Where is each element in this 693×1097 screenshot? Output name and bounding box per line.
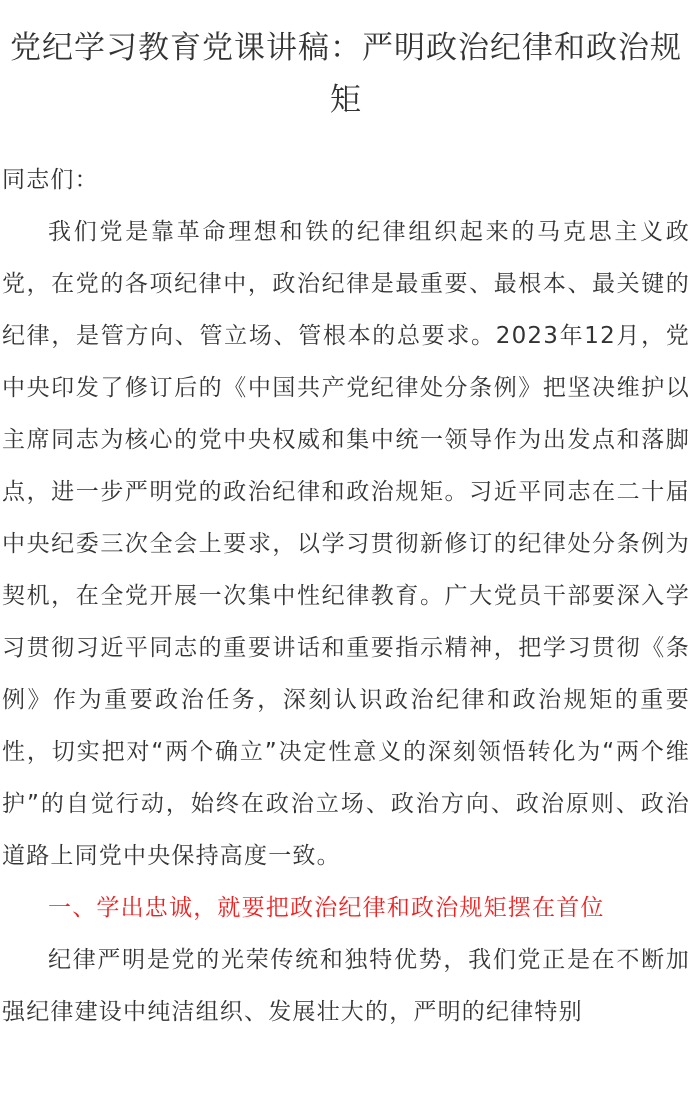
section-paragraph: 纪律严明是党的光荣传统和独特优势，我们党正是在不断加强纪律建设中纯洁组织、发展壮大的，严明的纪律特别 (2, 947, 690, 1025)
document-body (2, 154, 690, 1038)
salutation: 同志们： (2, 167, 99, 193)
section-heading: 一、学出忠诚，就要把政治纪律和政治规矩摆在首位 (48, 895, 605, 921)
document-title: 党纪学习教育党课讲稿：严明政治纪律和政治规矩 (10, 30, 682, 118)
intro-paragraph: 我们党是靠革命理想和铁的纪律组织起来的马克思主义政党，在党的各项纪律中，政治纪律是最重要、最根本、最关键的纪律，是管方向、管立场、管根本的总要求。2023年12月，党中央印发了修订后的《中国共产党纪律处分条例》把坚决维护以主席同志为核心的党中央权威和集中统一领导作为出发点和落脚点，进一步严明党的政治纪律和政治规矩。习近平同志在二十届中央纪委三次全会上要求，以学习贯彻新修订的纪律处分条例为契机，在全党开展一次集中性纪律教育。广大党员干部要深入学习贯彻习近平同志的重要讲话和重要指示精神，把学习贯彻《条例》作为重要政治任务，深刻认识政治纪律和政治规矩的重要性，切实把对“两个确立”决定性意义的深刻领悟转化为“两个维护”的自觉行动，始终在政治立场、政治方向、政治原则、政治道路上同党中央保持高度一致。 (2, 219, 690, 869)
